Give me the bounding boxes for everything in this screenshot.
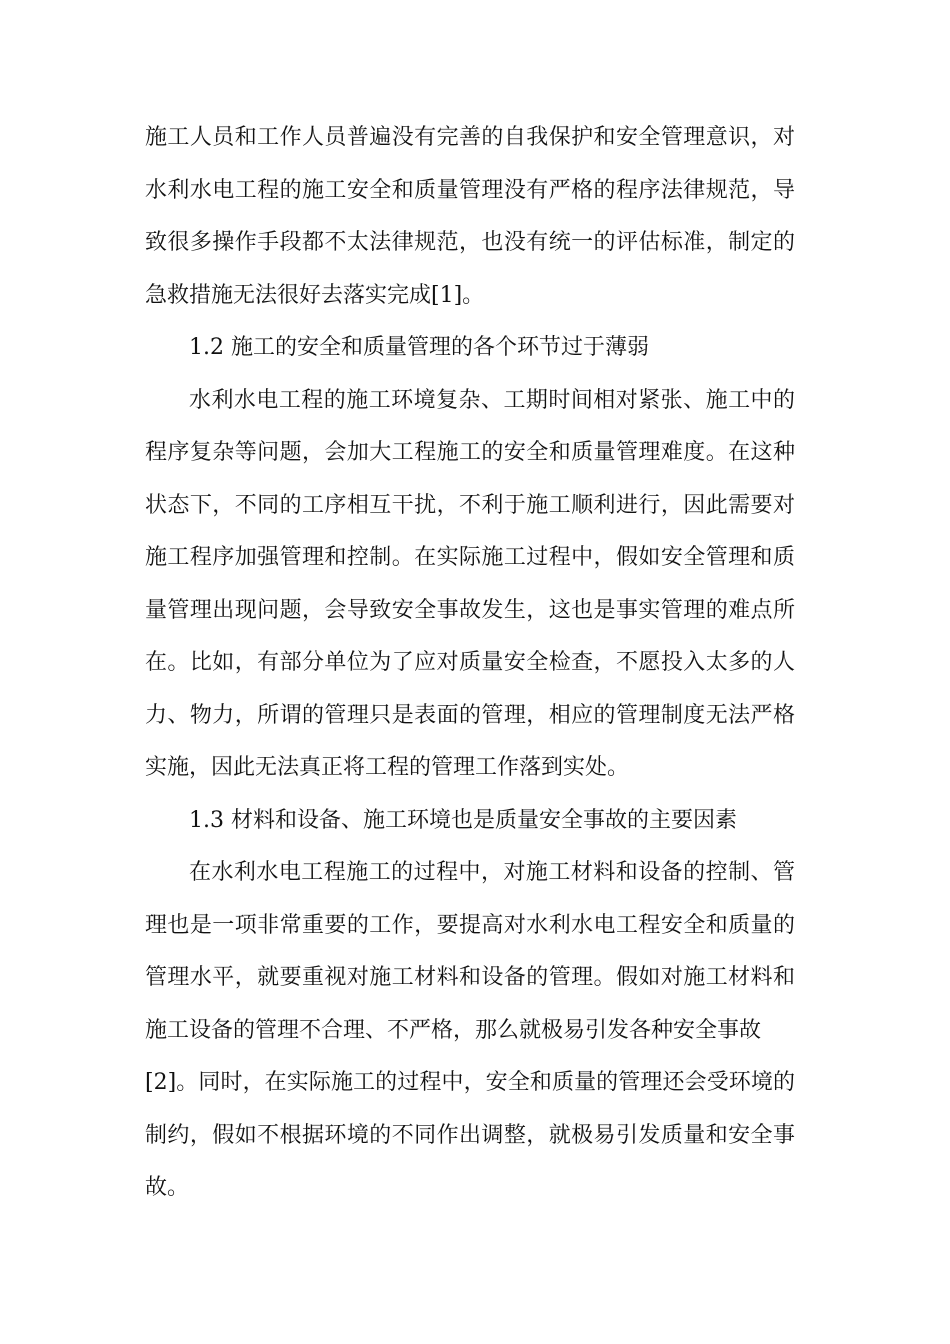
paragraph bbox=[145, 847, 795, 1215]
paragraph-line: 水利水电工程的施工安全和质量管理没有严格的程序法律规范，导 bbox=[145, 177, 795, 203]
document-body bbox=[145, 112, 795, 1215]
paragraph-line: 程序复杂等问题，会加大工程施工的安全和质量管理难度。在这种 bbox=[145, 440, 795, 465]
paragraph-line: 管理水平，就要重视对施工材料和设备的管理。假如对施工材料和 bbox=[145, 965, 795, 990]
paragraph-line: 致很多操作手段都不太法律规范，也没有统一的评估标准，制定的 bbox=[145, 230, 795, 255]
paragraph-line: 故。 bbox=[145, 1175, 190, 1200]
paragraph-line: 实施，因此无法真正将工程的管理工作落到实处。 bbox=[145, 755, 630, 780]
paragraph-line: 施工人员和工作人员普遍没有完善的自我保护和安全管理意识，对 bbox=[145, 125, 795, 150]
section-heading: 1.3 材料和设备、施工环境也是质量安全事故的主要因素 bbox=[189, 807, 737, 833]
paragraph-line: 水利水电工程的施工环境复杂、工期时间相对紧张、施工中的 bbox=[189, 387, 795, 413]
paragraph bbox=[145, 112, 795, 322]
paragraph-line: 力、物力，所谓的管理只是表面的管理，相应的管理制度无法严格 bbox=[145, 702, 795, 728]
paragraph-line: [2]。同时，在实际施工的过程中，安全和质量的管理还会受环境的 bbox=[145, 1070, 795, 1095]
paragraph-line: 施工设备的管理不合理、不严格，那么就极易引发各种安全事故 bbox=[145, 1017, 762, 1043]
paragraph-line: 量管理出现问题，会导致安全事故发生，这也是事实管理的难点所 bbox=[145, 597, 795, 623]
paragraph-line: 在水利水电工程施工的过程中，对施工材料和设备的控制、管 bbox=[189, 860, 795, 885]
paragraph-line: 理也是一项非常重要的工作，要提高对水利水电工程安全和质量的 bbox=[145, 912, 795, 938]
section-heading: 1.2 施工的安全和质量管理的各个环节过于薄弱 bbox=[189, 335, 649, 360]
paragraph-line: 制约，假如不根据环境的不同作出调整，就极易引发质量和安全事 bbox=[145, 1122, 795, 1148]
paragraph-line: 状态下，不同的工序相互干扰，不利于施工顺利进行，因此需要对 bbox=[145, 492, 795, 518]
paragraph-line: 在。比如，有部分单位为了应对质量安全检查，不愿投入太多的人 bbox=[145, 650, 795, 675]
paragraph bbox=[145, 375, 795, 795]
paragraph-line: 施工程序加强管理和控制。在实际施工过程中，假如安全管理和质 bbox=[145, 545, 795, 570]
paragraph-line: 急救措施无法很好去落实完成[1]。 bbox=[145, 282, 485, 308]
